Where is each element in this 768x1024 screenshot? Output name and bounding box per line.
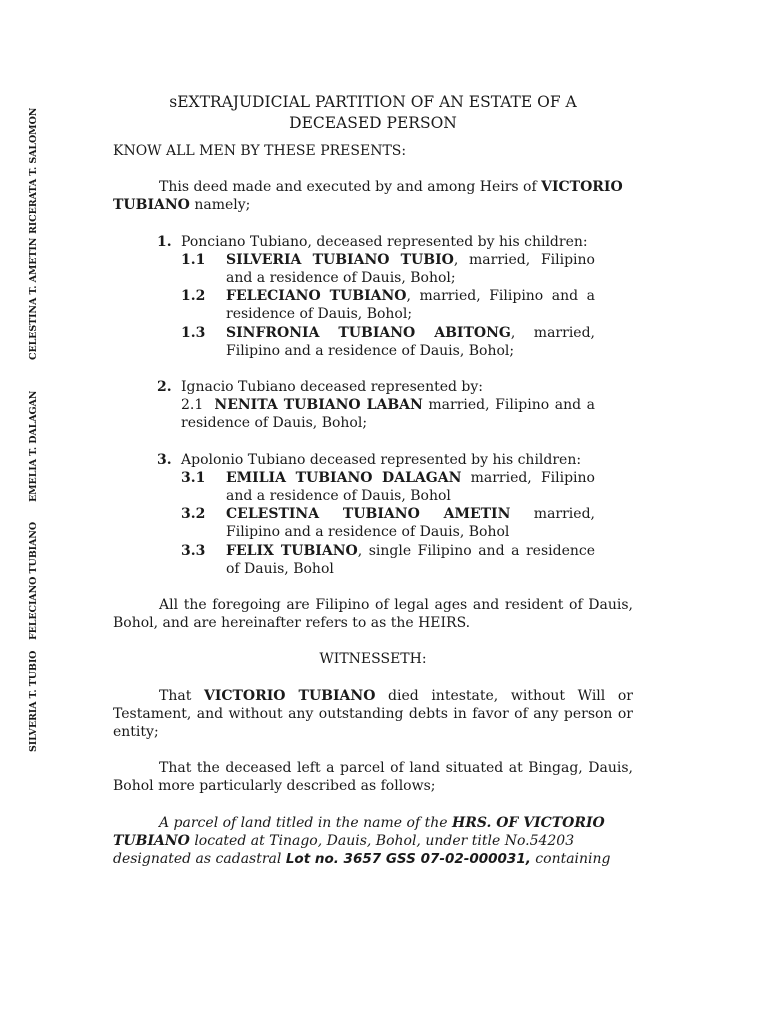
child-details: , single Filipino and a residence of Dauis, Bohol [226, 542, 595, 577]
child-item-3-1 [113, 469, 595, 505]
child-details: , married, Filipino and a residence of Dauis, Bohol; [226, 288, 595, 323]
child-name: SILVERIA TUBIANO TUBIO [226, 251, 454, 268]
heir-text: Ignacio Tubiano deceased represented by: [181, 379, 484, 396]
child-name: FELIX TUBIANO [226, 542, 358, 559]
heir-number: 2. [157, 379, 172, 396]
heir-item-2 [113, 378, 595, 396]
child-number: 1.3 [181, 324, 206, 341]
child-item-1-2 [113, 287, 595, 323]
heir-number: 1. [157, 233, 172, 250]
title-line-1: sEXTRAJUDICIAL PARTITION OF AN ESTATE OF A [169, 93, 577, 111]
that1-b: died intestate, without Will or Testament, and without any outstanding debts in favor of any person or entity; [113, 687, 633, 741]
margin-signature-2: FELECIANO TUBIANO [28, 521, 39, 640]
heir-text: Ponciano Tubiano, deceased represented by his children: [181, 233, 588, 250]
child-number: 1.2 [181, 288, 206, 305]
child-details: , married, Filipino and a residence of Dauis, Bohol; [226, 251, 595, 287]
child-name: NENITA TUBIANO LABAN [214, 397, 423, 414]
heir-item-3 [113, 451, 595, 469]
child-details: married, Filipino and a residence of Dauis, Bohol; [181, 397, 595, 432]
intro-paragraph [113, 178, 633, 214]
opening-line: KNOW ALL MEN BY THESE PRESENTS: [113, 143, 407, 159]
that1-name: VICTORIO TUBIANO [203, 687, 376, 704]
child-details: married, Filipino and a residence of Dauis, Bohol [226, 469, 595, 505]
margin-signature-1: SILVERIA T. TUBIO [28, 650, 39, 752]
heir-text: Apolonio Tubiano deceased represented by his children: [181, 451, 582, 468]
land-b: located at Tinago, Dauis, Bohol, under title No.54203 designated as cadastral [113, 832, 575, 868]
child-number: 2.1 [181, 397, 204, 414]
land-owner: HRS. OF VICTORIO TUBIANO [113, 814, 605, 849]
margin-signatures [26, 92, 46, 752]
child-name: CELESTINA TUBIANO AMETIN [226, 506, 511, 523]
child-number: 3.1 [181, 469, 206, 486]
that1-a: That [159, 687, 204, 704]
intro-text: This deed made and executed by and among Heirs of [159, 179, 542, 196]
margin-signature-3: EMELIA T. DALAGAN [28, 390, 39, 502]
child-item-1-1 [113, 251, 595, 287]
document-body [113, 92, 633, 868]
land-a: A parcel of land titled in the name of the [159, 814, 452, 831]
child-details: , married, Filipino and a residence of Dauis, Bohol; [226, 324, 595, 359]
child-name: FELECIANO TUBIANO [226, 288, 407, 305]
heir-number: 3. [157, 451, 172, 468]
decedent-name: VICTORIO TUBIANO [113, 179, 623, 214]
margin-signature-4: CELESTINA T. AMETIN [28, 237, 39, 360]
child-details: married, Filipino and a residence of Dauis, Bohol [226, 506, 595, 541]
intro-tail: namely; [189, 197, 251, 214]
child-name: SINFRONIA TUBIANO ABITONG [226, 324, 511, 341]
land-lot: Lot no. 3657 GSS 07-02-000031, [285, 851, 531, 868]
child-item-1-3 [113, 324, 595, 360]
intestate-paragraph [113, 687, 633, 742]
foregoing-paragraph: All the foregoing are Filipino of legal ages and resident of Dauis, Bohol, and are hereinafter refers to as the HEIRS. [113, 597, 633, 632]
margin-signature-5: RICERATA T. SALOMON [28, 107, 39, 234]
child-item-3-3 [113, 542, 595, 578]
title-line-2: DECEASED PERSON [289, 114, 457, 132]
heir-item-1 [113, 233, 595, 251]
land-intro-paragraph: That the deceased left a parcel of land situated at Bingag, Dauis, Bohol more particularly described as follows; [113, 760, 633, 795]
child-number: 1.1 [181, 251, 206, 268]
land-c: containing [530, 851, 611, 868]
child-item-3-2 [113, 505, 595, 541]
witnesseth-heading: WITNESSETH: [319, 651, 427, 668]
child-number: 3.2 [181, 506, 206, 523]
child-name: EMILIA TUBIANO DALAGAN [226, 469, 462, 486]
document-title [113, 92, 633, 134]
child-item-2-1 [113, 396, 595, 432]
child-number: 3.3 [181, 542, 206, 559]
land-description [113, 814, 633, 869]
